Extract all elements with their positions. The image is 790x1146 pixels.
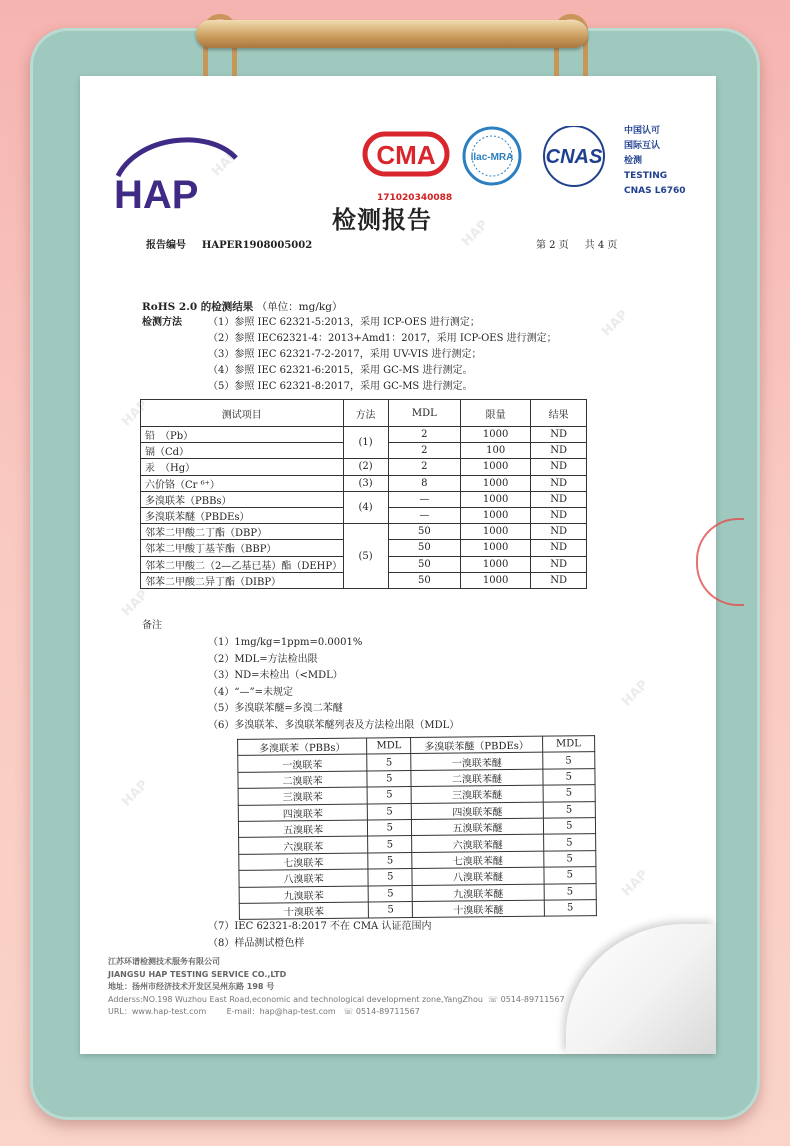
pbde-name: 十溴联苯醚 [413,900,544,918]
mdl-value: — [388,491,461,507]
test-item: 多溴联苯（PBBs） [141,491,344,507]
note-item: （4）“—”=未规定 [208,686,293,698]
mdl-value: 50 [388,556,461,572]
pbde-name: 五溴联苯醚 [412,818,543,836]
result-value: ND [531,427,587,443]
method-item: （4）参照 IEC 62321-6:2015，采用 GC-MS 进行测定。 [208,365,473,376]
section-title-unit: （单位：mg/kg） [256,301,343,313]
method-list [142,315,557,395]
table-row [141,427,587,443]
pbde-mdl: 5 [543,801,596,818]
header-mdl: MDL [388,400,461,427]
note-item: （8）样品测试橙色样 [208,938,305,949]
pbb-name: 九溴联苯 [239,886,368,904]
hap-logo-text: HAP [114,173,199,217]
limit-value: 1000 [461,556,531,572]
footer-contacts [108,1006,565,1019]
pbb-name: 四溴联苯 [238,804,367,822]
test-item: 汞 （Hg） [141,459,344,475]
footer-phone: 0514-89711567 [500,994,565,1004]
result-value: ND [531,556,587,572]
mdl-value: 50 [388,524,461,540]
pbde-mdl: 5 [542,768,595,785]
result-value: ND [531,572,587,588]
page-number: 第 2 页 [536,240,569,251]
report-number [146,236,312,251]
method-item: （2）参照 IEC62321-4：2013+Amd1：2017，采用 ICP-OES 进行测定； [208,333,557,344]
note-item: （1）1mg/kg=1ppm=0.0001% [208,637,363,648]
pbb-name: 十溴联苯 [239,902,368,920]
test-item: 铅 （Pb） [141,427,344,443]
footer-url[interactable]: URL：www.hap-test.com [108,1007,207,1016]
method-item: （3）参照 IEC 62321-7-2-2017，采用 UV-VIS 进行测定； [208,349,482,360]
result-value: ND [531,475,587,491]
footer-fax: 0514-89711567 [355,1007,420,1016]
mdl-value: 2 [388,443,461,459]
pbb-mdl: 5 [368,901,413,918]
table-row [141,491,587,507]
page-title: 检测报告 [332,205,432,234]
result-value: ND [531,540,587,556]
section-title-bold: RoHS 2.0 的检测结果 [142,301,254,313]
header-pbdes: 多溴联苯醚（PBDEs） [411,736,542,754]
pbb-name: 八溴联苯 [239,869,368,887]
pbb-name: 五溴联苯 [238,820,367,838]
header-item: 测试项目 [141,400,344,427]
pbb-name: 七溴联苯 [239,853,368,871]
pbb-mdl-table [237,735,597,920]
test-item: 六价铬（Cr ⁶⁺） [141,475,344,491]
page-total: 共 4 页 [584,240,618,251]
watermark: HAP [119,777,152,810]
mdl-value: 2 [388,427,461,443]
limit-value: 100 [461,443,531,459]
footer-company-en: JIANGSU HAP TESTING SERVICE CO.,LTD [108,969,287,979]
pbb-mdl: 5 [368,869,413,886]
pbde-name: 三溴联苯醚 [412,785,543,803]
phone-icon: ☏ [488,994,499,1004]
pbde-name: 二溴联苯醚 [411,769,542,787]
fax-icon: ☏ [343,1007,354,1016]
method-ref: (1) [343,427,388,459]
limit-value: 1000 [461,572,531,588]
pbb-name: 六溴联苯 [239,836,368,854]
section-title [142,299,342,314]
pbde-name: 一溴联苯醚 [411,753,542,771]
pbde-name: 八溴联苯醚 [412,867,543,885]
pbb-name: 一溴联苯 [238,754,367,772]
limit-value: 1000 [461,540,531,556]
footer-email[interactable]: E-mail：hap@hap-test.com [226,1007,336,1016]
pbde-mdl: 5 [543,785,596,802]
test-item: 邻苯二甲酸二丁酯（DBP） [141,524,344,540]
footer-company-cn: 江苏环谱检测技术服务有限公司 [108,957,220,966]
pbde-mdl: 5 [542,752,595,769]
watermark: HAP [599,307,632,340]
cnas-line: 国际互认 [624,141,661,151]
pbb-name: 二溴联苯 [238,771,367,789]
header-result: 结果 [531,400,587,427]
pbde-name: 七溴联苯醚 [412,851,543,869]
note-item: （7）IEC 62321-8:2017 不在 CMA 认证范围内 [208,921,432,932]
test-item: 镉（Cd） [141,443,344,459]
test-item: 邻苯二甲酸二（2—乙基已基）酯（DEHP） [141,556,344,572]
accreditation-marks [362,126,612,194]
mdl-value: 8 [388,475,461,491]
pbde-mdl: 5 [543,867,596,884]
footer-address-cn: 地址：扬州市经济技术开发区吴州东路 198 号 [108,982,275,991]
result-value: ND [531,459,587,475]
method-item: （5）参照 IEC 62321-8:2017，采用 GC-MS 进行测定。 [208,381,473,392]
result-value: ND [531,507,587,523]
watermark: HAP [119,587,152,620]
mdl-value: 50 [388,540,461,556]
mdl-value: — [388,507,461,523]
method-ref: (3) [343,475,388,491]
cnas-caption [624,124,686,199]
watermark: HAP [209,147,242,180]
note-item: （3）ND=未检出（<MDL） [208,670,343,681]
pbde-mdl: 5 [543,818,596,835]
pbde-name: 九溴联苯醚 [413,884,544,902]
limit-value: 1000 [461,459,531,475]
limit-value: 1000 [461,524,531,540]
pbde-mdl: 5 [544,900,597,917]
cma-mark-icon [362,126,612,190]
pbde-mdl: 5 [543,850,596,867]
report-label: 报告编号 [146,240,186,251]
report-no: HAPER1908005002 [201,240,313,251]
result-value: ND [531,491,587,507]
header-pbbs: 多溴联苯（PBBs） [238,738,367,756]
pbb-mdl: 5 [368,836,413,853]
page-curl [566,924,716,1054]
pbb-name: 三溴联苯 [238,787,367,805]
note-item: （5）多溴联苯醚=多溴二苯醚 [208,703,343,714]
header-method: 方法 [343,400,388,427]
cnas-line: TESTING [624,171,668,181]
mdl-value: 50 [388,572,461,588]
pbde-name: 六溴联苯醚 [412,835,543,853]
header-limit: 限量 [461,400,531,427]
note-item: （2）MDL=方法检出限 [208,653,318,665]
table-row [141,524,587,540]
notes-list-continued [208,918,431,952]
footer-address-en [108,994,565,1007]
table-header-row [141,400,587,427]
cnas-text: CNAS [545,146,603,168]
pbde-mdl: 5 [544,883,597,900]
pbde-mdl: 5 [543,834,596,851]
footer-address-en-text: Adderss:NO.198 Wuzhou East Road,economic and technological development zone,YangZhou [108,994,483,1004]
method-ref: (5) [343,524,388,589]
hap-logo [108,128,238,218]
results-table [140,399,587,589]
pbb-mdl: 5 [368,885,413,902]
limit-value: 1000 [461,507,531,523]
table-row [141,459,587,475]
table-row [239,900,596,920]
ilac-mra-text: ilac-MRA [470,152,514,163]
watermark: HAP [619,867,652,900]
method-ref: (2) [343,459,388,475]
cma-text: CMA [376,140,436,170]
pbb-mdl: 5 [367,787,412,804]
header-mdl: MDL [367,738,412,755]
pbb-mdl: 5 [367,770,412,787]
result-value: ND [531,524,587,540]
note-item: （6）多溴联苯、多溴联苯醚列表及方法检出限（MDL） [208,719,460,731]
seal-stamp [696,518,744,606]
pbb-mdl: 5 [367,754,412,771]
limit-value: 1000 [461,427,531,443]
method-item: （1）参照 IEC 62321-5:2013，采用 ICP-OES 进行测定； [208,317,480,328]
limit-value: 1000 [461,491,531,507]
watermark: HAP [459,217,492,250]
watermark: HAP [619,677,652,710]
footer [108,956,565,1019]
test-item: 邻苯二甲酸丁基苄酯（BBP） [141,540,344,556]
method-label: 检测方法 [142,317,182,328]
cnas-line: 检测 [624,156,643,166]
result-value: ND [531,443,587,459]
table-row [141,475,587,491]
header-mdl: MDL [542,736,595,753]
pbde-name: 四溴联苯醚 [412,802,543,820]
test-item: 邻苯二甲酸二异丁酯（DIBP） [141,572,344,588]
test-item: 多溴联苯醚（PBDEs） [141,507,344,523]
cnas-line: 中国认可 [624,126,661,136]
watermark: HAP [119,397,152,430]
pbb-mdl: 5 [368,852,413,869]
report-page [80,76,716,1054]
method-ref: (4) [343,491,388,523]
page-indicator [536,236,617,251]
cnas-line: CNAS L6760 [624,186,686,196]
clip-bar [196,20,588,48]
limit-value: 1000 [461,475,531,491]
notes-list [208,635,459,734]
cma-serial: 171020340088 [377,193,453,203]
mdl-value: 2 [388,459,461,475]
pbb-mdl: 5 [367,803,412,820]
pbb-mdl: 5 [367,820,412,837]
notes-heading: 备注 [142,620,162,631]
